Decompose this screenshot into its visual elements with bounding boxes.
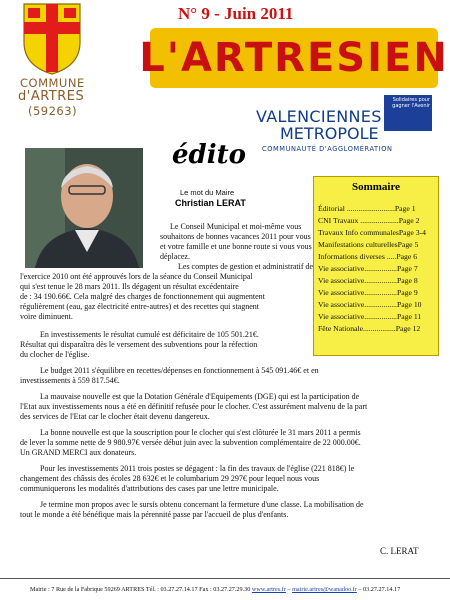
paragraph-1-line: Le Conseil Municipal et moi-même vous — [170, 222, 302, 231]
signature: C. LERAT — [380, 546, 419, 556]
commune-label: COMMUNE — [20, 76, 85, 90]
title-banner — [139, 28, 449, 88]
paragraph-4-line: Le budget 2011 s'équilibre en recettes/dépenses en fonctionnement à 545 091.46€ et en — [40, 366, 319, 375]
edito-title: édito — [172, 140, 246, 170]
paragraph-8-line: Je termine mon propos avec le sursis obtenu concernant la fermeture d'une classe. La mobilisation de — [40, 500, 364, 509]
newsletter-title: L'ARTRESIEN — [139, 35, 449, 81]
paragraph-1-line: déplacez. — [160, 252, 190, 261]
coat-of-arms-icon — [22, 2, 82, 76]
toc-item: CNI Travaux ....................Page 2 — [318, 216, 420, 225]
paragraph-5-line: des services de l'Etat car le clocher était devenu dangereux. — [20, 412, 210, 421]
email-link[interactable]: mairie.artres@wanadoo.fr — [292, 586, 357, 593]
paragraph-3-line: En investissements le résultat cumulé est déficitaire de 105 501.21€. — [40, 330, 259, 339]
website-link[interactable]: www.artres.fr — [251, 586, 286, 593]
paragraph-2-line: de : 34 190.66€. Cela malgré des charges de fonctionnement qui augmentent — [20, 292, 265, 301]
paragraph-1-line: et votre famille et une bonne route si vous vous — [160, 242, 312, 251]
paragraph-2-line: Les comptes de gestion et administratif de — [178, 262, 314, 271]
paragraph-2-line: qui s'est tenue le 28 mars 2011. Ils dégagent un résultat excédentaire — [20, 282, 239, 291]
metropole-line1: VALENCIENNES — [256, 107, 382, 126]
paragraph-2-line: l'exercice 2010 ont été approuvés lors de la séance du Conseil Municipal — [20, 272, 253, 281]
toc-item: Informations diverses .....Page 6 — [318, 252, 418, 261]
paragraph-6-line: de lever la somme nette de 9 980.97€ versée début juin avec la subvention complémentaire de 22 000.00€. — [20, 438, 361, 447]
table-of-contents — [313, 176, 439, 356]
toc-item: Vie associative.................Page 11 — [318, 312, 422, 321]
paragraph-5-line: La mauvaise nouvelle est que la Dotation Générale d'Equipements (DGE) qui est la participation de — [40, 392, 360, 401]
paragraph-5-line: l'Etat aux investissements nous a été en définitif refusée pour le clocher. C'est assurément malvenu de la part — [20, 402, 368, 411]
toc-item: Vie associative.................Page 10 — [318, 300, 422, 309]
paragraph-6-line: Un GRAND MERCI aux donateurs. — [20, 448, 137, 457]
metropole-line3: COMMUNAUTÉ D'AGGLOMÉRATION — [262, 145, 393, 153]
issue-number: N° 9 - Juin 2011 — [178, 4, 294, 23]
footer-phone: 03.27.27.14.17 — [363, 586, 401, 593]
toc-title: Sommaire — [351, 181, 401, 193]
paragraph-7-line: Pour les investissements 2011 trois postes se dégagent : la fin des travaux de l'église (221 818€) le — [40, 464, 355, 473]
commune-postcode: (59263) — [28, 104, 78, 118]
paragraph-2-line: régulièrement (eau, gaz électricité entre-autres) et des recettes qui stagnent — [20, 302, 259, 311]
toc-item: Vie associative.................Page 7 — [318, 264, 418, 273]
commune-town: d'ARTRES — [18, 89, 85, 104]
footer-separator: – — [285, 586, 293, 593]
metropole-line2: METROPOLE — [280, 124, 379, 143]
toc-item: Fête Nationale.................Page 12 — [318, 324, 421, 333]
footer-separator: – — [356, 586, 364, 593]
mayor-word-label: Le mot du Maire — [180, 188, 235, 197]
footer-address: Mairie : 7 Rue de la Fabrique 59269 ARTRES Tél. : 03.27.27.14.17 Fax : 03.27.27.29.30 — [30, 586, 252, 593]
mayor-photo — [25, 148, 143, 268]
paragraph-4-line: investissements à 559 817.54€. — [20, 376, 120, 385]
paragraph-8-line: tout le monde a été bénéfique mais la pérennité passe par l'accueil de plus d'enfants. — [20, 510, 289, 519]
toc-item: Éditorial .........................Page 1 — [318, 204, 416, 213]
paragraph-1-line: souhaitons de bonnes vacances 2011 pour vous — [160, 232, 311, 241]
toc-item: Vie associative.................Page 8 — [318, 276, 418, 285]
paragraph-7-line: changement des châssis des écoles 28 632€ et le columbarium 29 297€ pour lequel nous vous — [20, 474, 320, 483]
toc-item: Manifestations culturellesPage 5 — [318, 240, 419, 249]
commune-name — [18, 76, 110, 118]
author-name: Christian LERAT — [175, 198, 246, 208]
metropole-slogan: Solidaires pour gagner l'Avenir — [392, 97, 430, 109]
paragraph-6-line: La bonne nouvelle est que la souscription pour le clocher qui s'est clôturée le 31 mars 2011 a permis — [40, 428, 361, 437]
footer — [30, 586, 400, 593]
footer-divider — [0, 578, 450, 579]
paragraph-7-line: communiquerons les modalités d'attributions des cases par une lettre municipale. — [20, 484, 279, 493]
paragraph-2-line: voire diminuent. — [20, 312, 73, 321]
paragraph-3-line: du clocher de l'église. — [20, 350, 90, 359]
paragraph-3-line: Résultat qui disparaîtra dès le versement des subventions pour la réfection — [20, 340, 258, 349]
toc-item: Vie associative.................Page 9 — [318, 288, 418, 297]
toc-item: Travaux Info communalesPage 3-4 — [318, 228, 426, 237]
